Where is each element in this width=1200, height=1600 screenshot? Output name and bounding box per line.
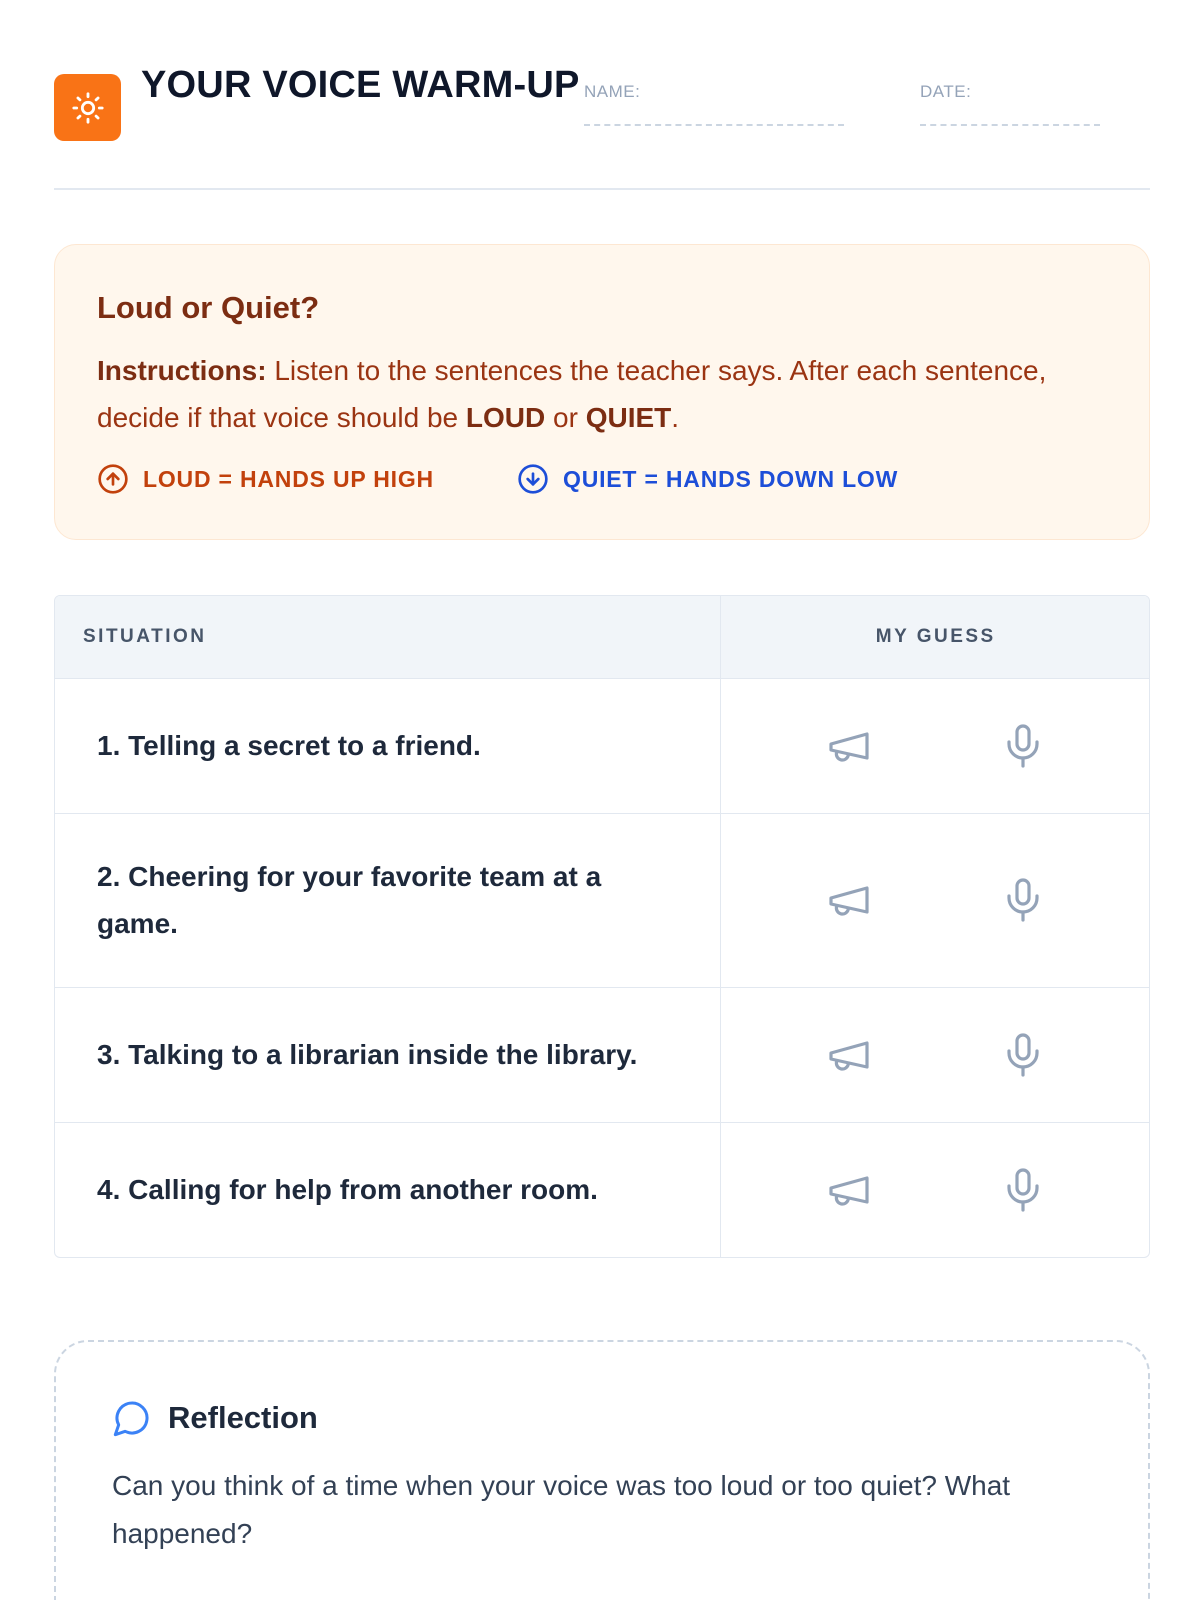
instructions-end: . <box>671 402 680 433</box>
legend-loud <box>97 463 517 495</box>
guess-cell <box>720 813 1150 987</box>
column-header-situation: SITUATION <box>55 596 720 678</box>
situation-text: 1. Telling a secret to a friend. <box>55 678 720 813</box>
name-label: NAME: <box>584 82 641 101</box>
table-header-row <box>55 596 1150 678</box>
loud-word: LOUD <box>465 402 546 433</box>
situation-text: 3. Talking to a librarian inside the library. <box>55 987 720 1122</box>
situation-text: 4. Calling for help from another room. <box>97 1174 598 1206</box>
guess-cell <box>720 987 1150 1122</box>
date-field[interactable] <box>920 82 1100 126</box>
instructions-text <box>97 347 1107 441</box>
reflection-title: Reflection <box>168 1400 318 1435</box>
microphone-icon[interactable] <box>999 1166 1047 1214</box>
instructions-or: or <box>545 402 586 433</box>
instructions-card <box>54 244 1150 540</box>
microphone-icon[interactable] <box>999 1031 1047 1079</box>
instructions-title: Loud or Quiet? <box>97 290 320 325</box>
megaphone-icon[interactable] <box>825 876 873 924</box>
megaphone-icon[interactable] <box>825 1031 873 1079</box>
legend-loud-label: LOUD = HANDS UP HIGH <box>143 465 434 492</box>
legend <box>97 463 1107 495</box>
sun-icon <box>54 74 121 141</box>
reflection-header <box>112 1398 1092 1438</box>
table-row <box>55 678 1150 813</box>
situation-text: 2. Cheering for your favorite team at a game. <box>55 813 720 987</box>
megaphone-icon[interactable] <box>825 1166 873 1214</box>
arrow-down-circle-icon <box>517 463 549 495</box>
name-field[interactable] <box>584 82 844 126</box>
guess-cell <box>720 678 1150 813</box>
table-row <box>55 1122 1150 1257</box>
table-row <box>55 987 1150 1122</box>
microphone-icon[interactable] <box>999 876 1047 924</box>
reflection-prompt: Can you think of a time when your voice was too loud or too quiet? What happened? <box>112 1470 1011 1549</box>
quiet-word: QUIET <box>585 402 672 433</box>
reflection-card <box>54 1340 1150 1600</box>
date-label: DATE: <box>920 82 972 101</box>
megaphone-icon[interactable] <box>825 722 873 770</box>
legend-quiet-label: QUIET = HANDS DOWN LOW <box>563 465 899 492</box>
legend-quiet <box>517 463 898 495</box>
column-header-guess: MY GUESS <box>720 596 1150 678</box>
situation-table <box>54 595 1150 1258</box>
instructions-body: Listen to the sentences the teacher says. After each sentence, decide if that voice should be <box>97 355 1047 433</box>
instructions-lead: Instructions: <box>97 355 267 386</box>
page-title: YOUR VOICE WARM-UP <box>141 64 580 106</box>
microphone-icon[interactable] <box>999 722 1047 770</box>
arrow-up-circle-icon <box>97 463 129 495</box>
speech-bubble-icon <box>112 1398 152 1438</box>
table-row <box>55 813 1150 987</box>
date-line[interactable] <box>920 124 1100 126</box>
guess-cell <box>720 1122 1150 1257</box>
worksheet-header <box>54 54 1150 190</box>
name-line[interactable] <box>584 124 844 126</box>
